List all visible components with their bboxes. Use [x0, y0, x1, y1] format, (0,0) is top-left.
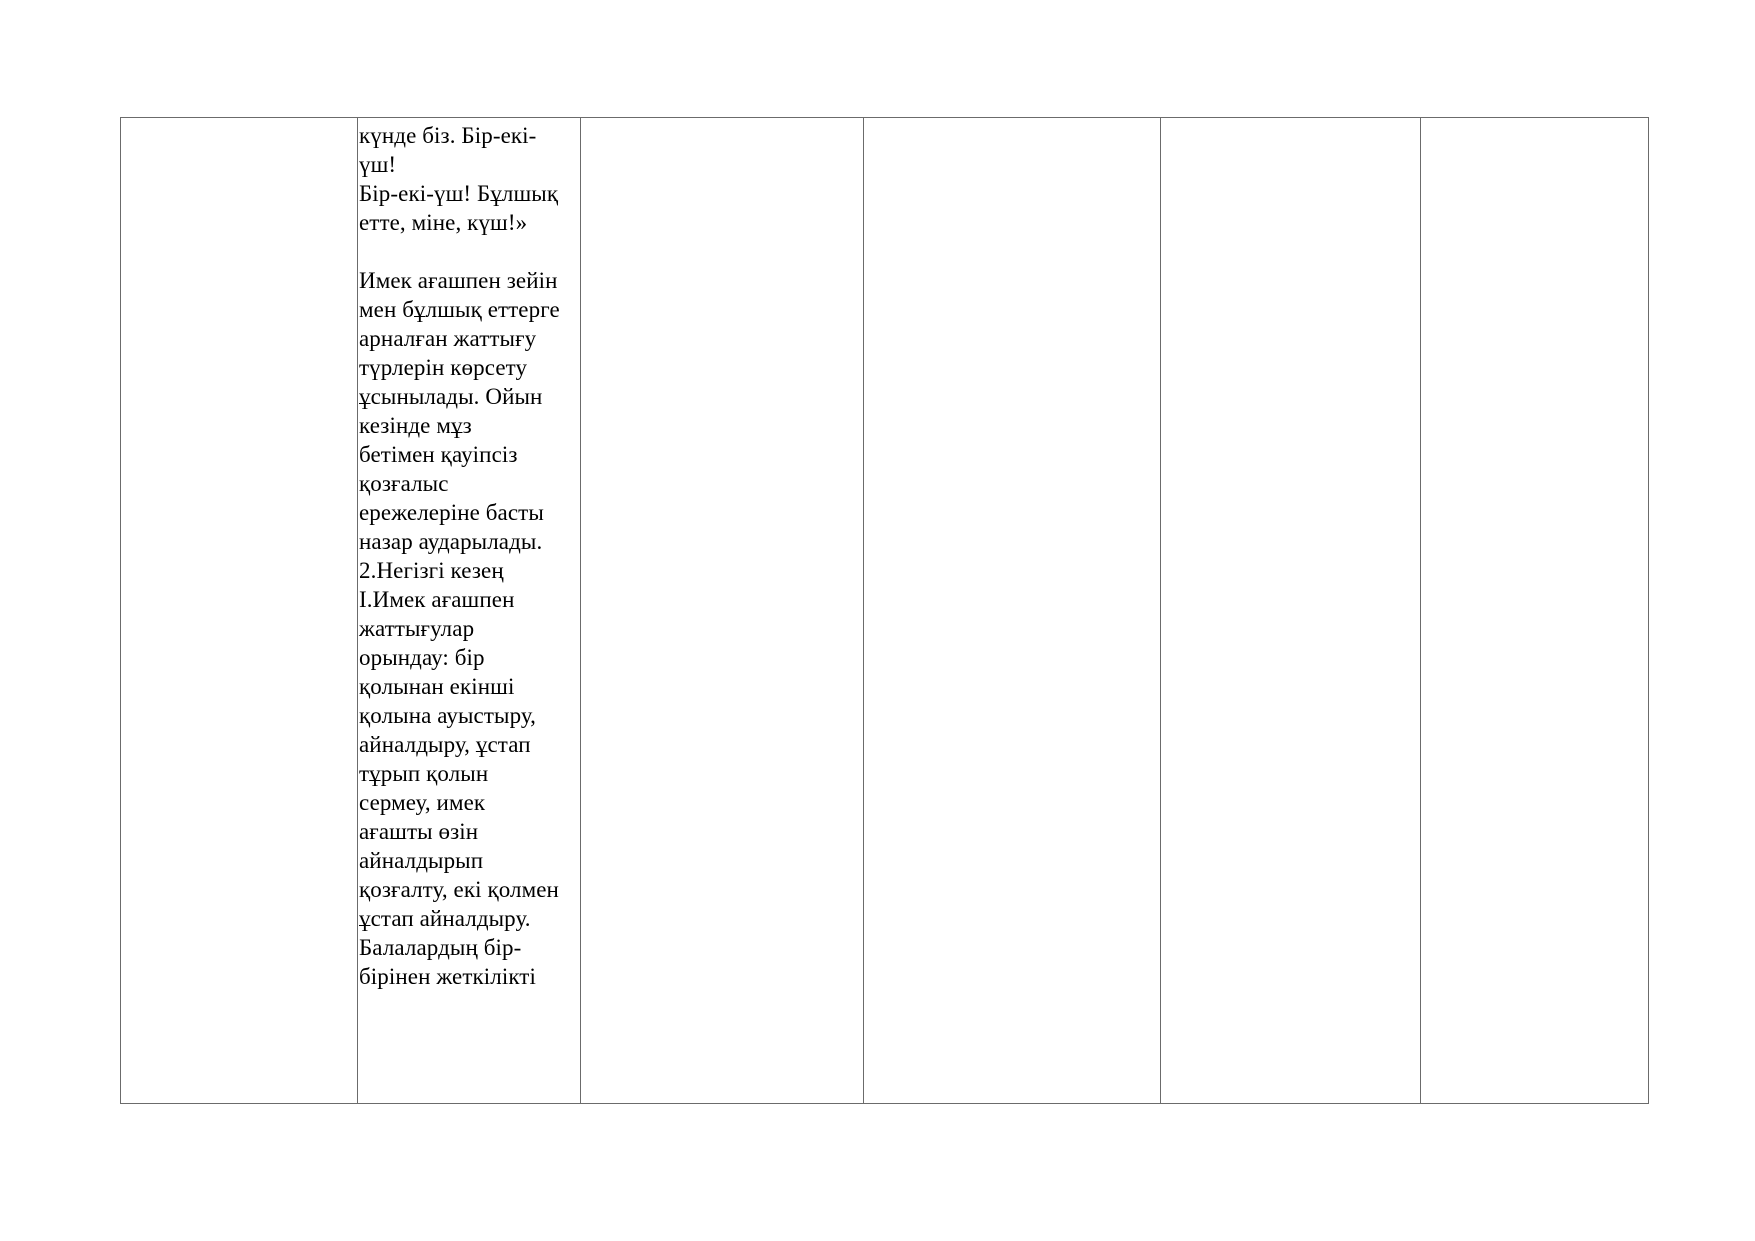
cell-1-text: [121, 118, 357, 121]
table-cell-5: [1161, 118, 1421, 1104]
table-cell-4: [864, 118, 1161, 1104]
cell-6-text: [1421, 118, 1648, 121]
cell-5-text: [1161, 118, 1420, 121]
cell-3-text: [581, 118, 863, 121]
table-cell-1: [121, 118, 358, 1104]
document-table: [120, 117, 1649, 1104]
table-cell-6: [1421, 118, 1649, 1104]
cell-4-text: [864, 118, 1160, 121]
table-row: [121, 118, 1649, 1104]
table-cell-3: [581, 118, 864, 1104]
table-cell-2: [358, 118, 581, 1104]
cell-2-text: күнде біз. Бір-екі- үш! Бір-екі-үш! Бұлшық етте, міне, күш!» Имек ағашпен зейін мен бұлшық еттерге арналған жаттығу түрлерін көрсету ұсынылады. Ойын кезінде мұз бетімен қауіпсіз қозғалыс ережелеріне басты назар аударылады. 2.Негізгі кезең І.Имек ағашпен жаттығулар орындау: бір қолынан екінші қолына ауыстыру, айналдыру, ұстап тұрып қолын сермеу, имек ағашты өзін айналдырып қозғалту, екі қолмен ұстап айналдыру. Балалардың бір- бірінен жеткілікті: [359, 123, 560, 989]
